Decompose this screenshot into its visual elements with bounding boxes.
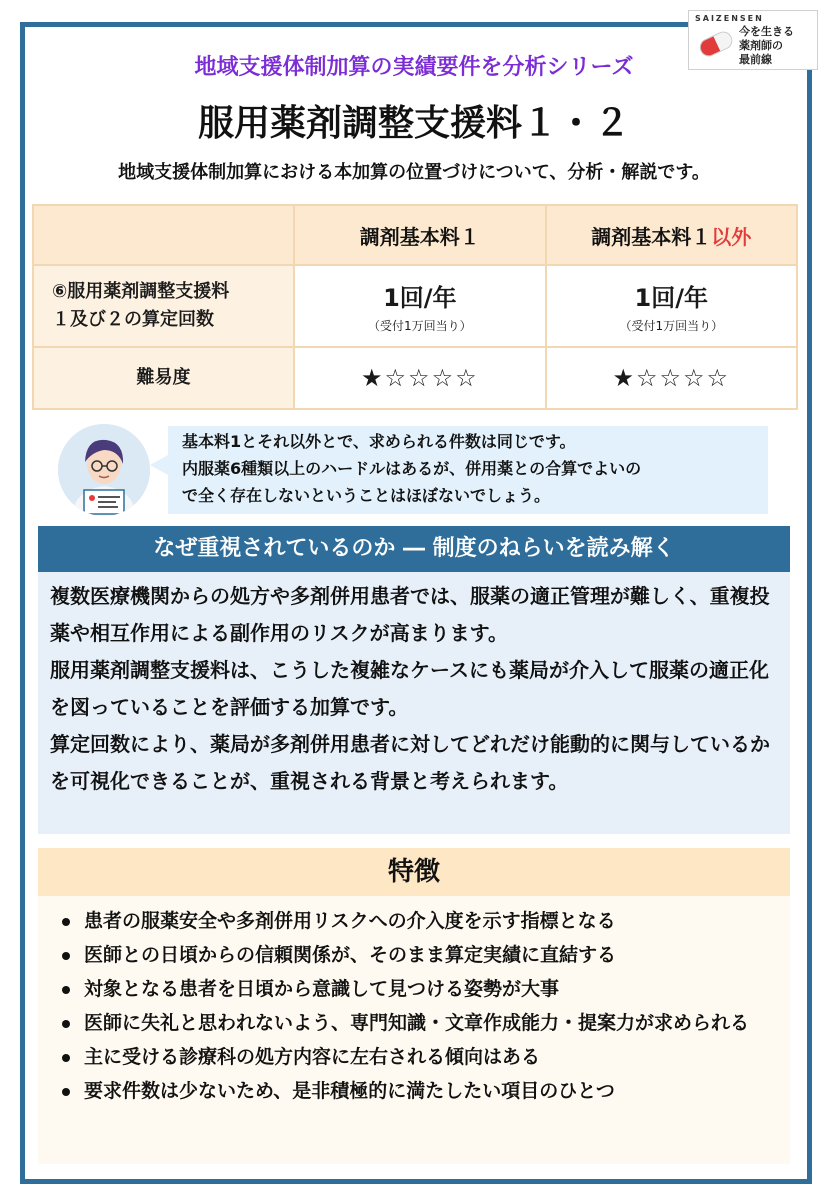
logo-text: 今を生きる 薬剤師の 最前線 [739,25,794,66]
col-header-other: 調剤基本料１以外 [546,205,797,265]
table-corner-cell [33,205,294,265]
table-row [33,265,797,347]
row-label-count: ⑥服用薬剤調整支援料 １及び２の算定回数 [33,265,294,347]
bullet-icon [62,1088,70,1096]
row-label-difficulty: 難易度 [33,347,294,409]
why-paragraph: 服用薬剤調整支援料は、こうした複雑なケースにも薬局が介入して服薬の適正化を図っていることを評価する加算です。 [50,658,769,719]
pharmacist-avatar [58,424,150,516]
cell-count-other: 1回/年 （受付1万回当り） [546,265,797,347]
col-header-accent: 以外 [711,224,752,249]
speech-bubble: 基本料1とそれ以外とで、求められる件数は同じです。 内服薬6種類以上のハードルはあるが、併用薬との合算でよいの で全く存在しないということはほぼないでしょう。 [168,426,768,514]
list-item: 医師に失礼と思われないよう、専門知識・文章作成能力・提案力が求められる [60,1006,778,1040]
list-item: 主に受ける診療科の処方内容に左右される傾向はある [60,1040,778,1074]
cell-stars-other [546,347,797,409]
page-title: 服用薬剤調整支援料１・２ [197,103,630,144]
bullet-icon [62,952,70,960]
why-body [38,572,790,834]
col-header-basic1: 調剤基本料１ [294,205,545,265]
series-title: 地域支援体制加算の実績要件を分析シリーズ [194,55,634,80]
star-rating: ★☆☆☆☆ [612,364,731,392]
logo-top-text: SAIZENSEN [695,14,764,23]
lead-text: 地域支援体制加算における本加算の位置づけについて、分析・解説です。 [118,162,710,183]
table-row [33,347,797,409]
list-item: 対象となる患者を日頃から意識して見つける姿勢が大事 [60,972,778,1006]
bullet-icon [62,1054,70,1062]
cell-count-basic1: 1回/年 （受付1万回当り） [294,265,545,347]
requirements-table [32,204,798,410]
cell-stars-basic1 [294,347,545,409]
list-item: 医師との日頃からの信頼関係が、そのまま算定実績に直結する [60,938,778,972]
pharmacist-icon [58,424,150,516]
list-item: 患者の服薬安全や多剤併用リスクへの介入度を示す指標となる [60,904,778,938]
bullet-icon [62,918,70,926]
features-heading: 特徴 [38,848,790,896]
capsule-icon [697,29,735,60]
star-rating: ★☆☆☆☆ [361,364,479,392]
why-paragraph: 算定回数により、薬局が多剤併用患者に対してどれだけ能動的に関与しているかを可視化できることが、重視される背景と考えられます。 [50,732,770,793]
why-paragraph: 複数医療機関からの処方や多剤併用患者では、服薬の適正管理が難しく、重複投薬や相互作用による副作用のリスクが高まります。 [50,584,770,645]
list-item: 要求件数は少ないため、是非積極的に満たしたい項目のひとつ [60,1074,778,1108]
bullet-icon [62,1020,70,1028]
features-body [38,896,790,1164]
features-list [60,904,778,1108]
why-heading: なぜ重視されているのか ― 制度のねらいを読み解く [38,526,790,572]
speech-tail [150,455,168,475]
bullet-icon [62,986,70,994]
brand-logo [688,10,818,70]
table-header-row [33,205,797,265]
